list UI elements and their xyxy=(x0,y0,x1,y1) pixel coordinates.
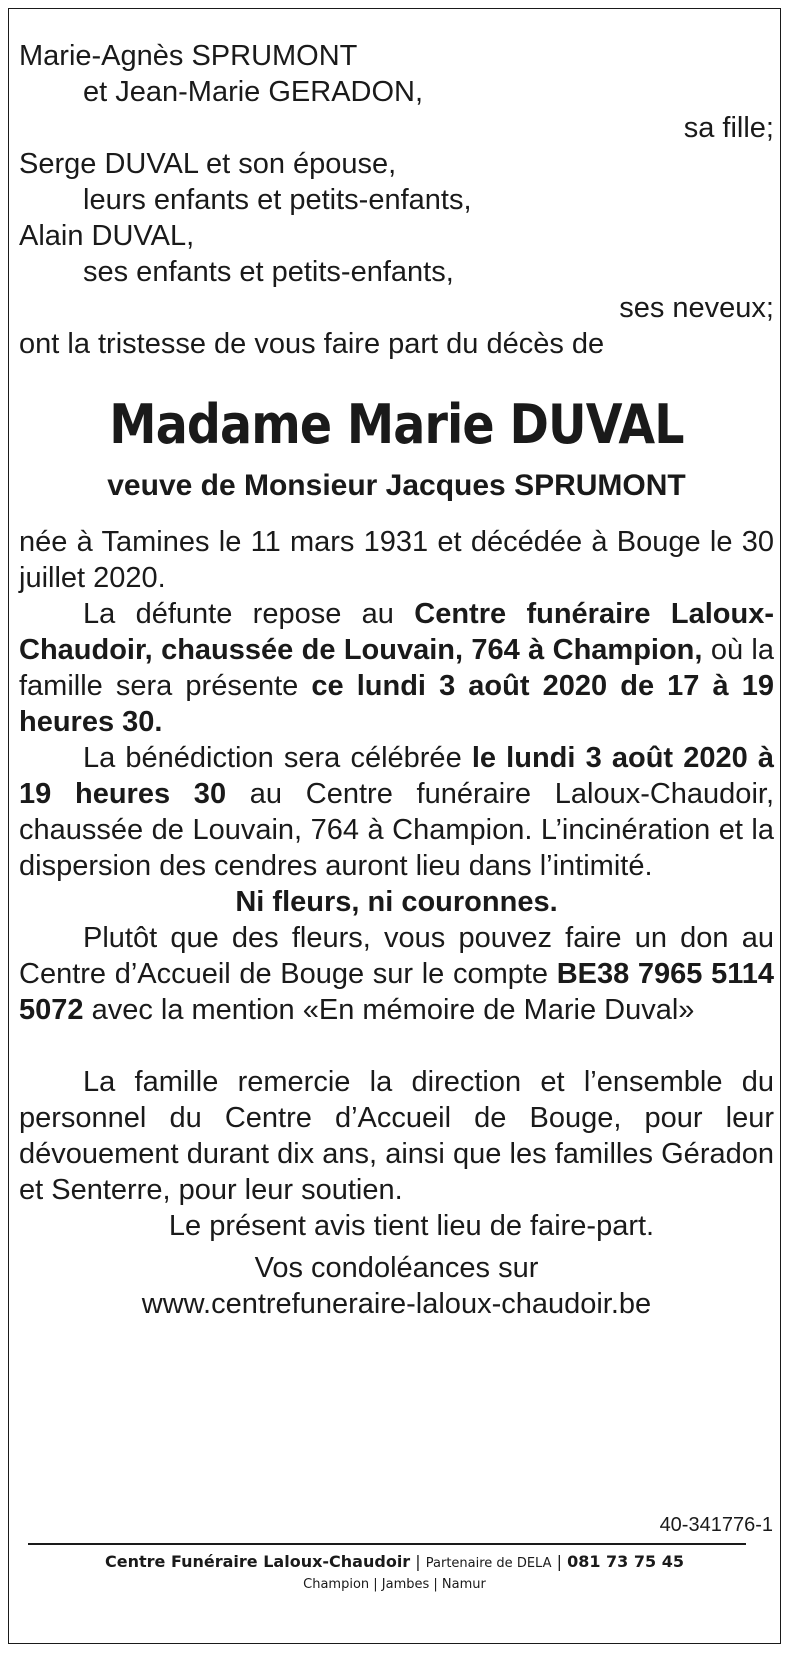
family-line-1: Marie-Agnès SPRUMONT xyxy=(19,40,358,72)
repose-text-c: où la famille sera présente xyxy=(19,634,775,702)
repose-location: Centre funéraire Laloux-Chaudoir, chaussée de Louvain, 764 à Champion, xyxy=(19,598,774,666)
footer-separator-2: | xyxy=(556,1552,568,1571)
family-line-3: Serge DUVAL et son épouse, xyxy=(19,148,397,180)
condolences-line: Vos condoléances sur xyxy=(254,1252,539,1284)
footer-locations: Champion | Jambes | Namur xyxy=(303,1577,486,1592)
repose-paragraph xyxy=(19,596,774,740)
footer-partner: Partenaire de DELA xyxy=(425,1556,552,1571)
widow-of-line: veuve de Monsieur Jacques SPRUMONT xyxy=(107,469,686,502)
repose-text-a: La défunte repose au xyxy=(83,598,415,630)
footer-phone: 081 73 75 45 xyxy=(567,1552,684,1571)
family-line-5: Alain DUVAL, xyxy=(19,220,195,252)
notice-line: Le présent avis tient lieu de faire-part. xyxy=(168,1210,655,1242)
blessing-text-c: au Centre funéraire Laloux-Chaudoir, chaussée de Louvain, 764 à Champion. L’incinération et la dispersion des cendres auront lieu dans l’intimité. xyxy=(19,778,774,882)
obituary-text xyxy=(19,38,774,1322)
deceased-name: Madame Marie DUVAL xyxy=(109,393,684,456)
footer-line-1 xyxy=(8,1550,781,1576)
birth-death-paragraph: née à Tamines le 11 mars 1931 et décédée à Bouge le 30 juillet 2020. xyxy=(19,526,774,594)
donation-text-c: avec la mention «En mémoire de Marie Duval» xyxy=(83,994,695,1026)
thanks-paragraph: La famille remercie la direction et l’ensemble du personnel du Centre d’Accueil de Bouge, pour leur dévouement durant dix ans, ainsi que les familles Géradon et Senterre, pour leur soutien. xyxy=(19,1066,774,1206)
donation-paragraph xyxy=(19,920,774,1028)
blessing-text-a: La bénédiction sera célébrée xyxy=(83,742,472,774)
family-line-2: et Jean-Marie GERADON, xyxy=(83,76,424,108)
announcement-line: ont la tristesse de vous faire part du décès de xyxy=(19,328,605,360)
blessing-datetime: le lundi 3 août 2020 à 19 heures 30 xyxy=(19,742,774,810)
family-line-6: ses enfants et petits-enfants, xyxy=(83,256,454,288)
footer-company: Centre Funéraire Laloux-Chaudoir xyxy=(105,1552,411,1571)
family-relation-1: sa fille; xyxy=(683,112,774,144)
donation-account: BE38 7965 5114 5072 xyxy=(19,958,774,1026)
footer-separator-1: | xyxy=(415,1552,426,1571)
footer xyxy=(8,1550,781,1594)
family-relation-2: ses neveux; xyxy=(619,292,774,324)
footer-divider xyxy=(28,1543,746,1545)
donation-text-a: Plutôt que des fleurs, vous pouvez faire un don au Centre d’Accueil de Bouge sur le compte xyxy=(19,922,774,990)
blessing-paragraph xyxy=(19,740,774,884)
family-line-4: leurs enfants et petits-enfants, xyxy=(83,184,472,216)
reference-number: 40-341776-1 xyxy=(659,1514,773,1536)
no-flowers-line: Ni fleurs, ni couronnes. xyxy=(235,886,558,918)
repose-time: ce lundi 3 août 2020 de 17 à 19 heures 30. xyxy=(19,670,775,738)
condolences-url: www.centrefuneraire-laloux-chaudoir.be xyxy=(141,1288,652,1320)
